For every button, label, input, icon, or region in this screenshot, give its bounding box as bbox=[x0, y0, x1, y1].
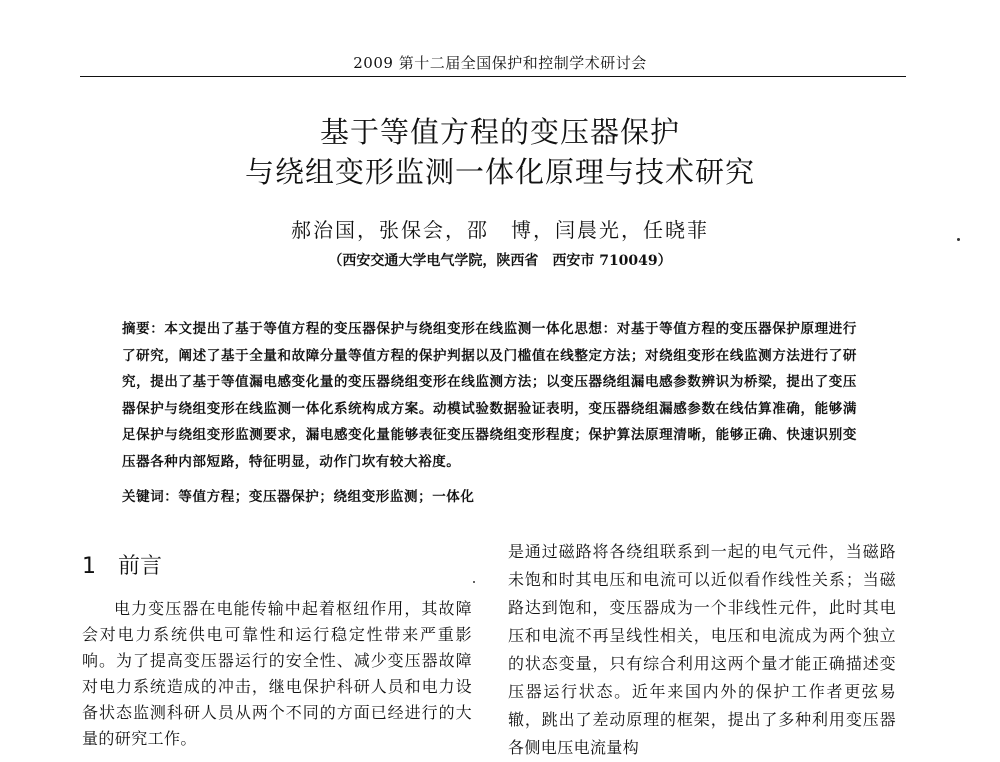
section-number: 1 bbox=[82, 554, 96, 579]
intro-paragraph: 电力变压器在电能传输中起着枢纽作用，其故障会对电力系统供电可靠性和运行稳定性带来严重影响。为了提高变压器运行的安全性、减少变压器故障对电力系统造成的冲击，继电保护科研人员和电力设备状态监测科研人员从两个不同的方面已经进行的大量的研究工作。 bbox=[82, 599, 472, 748]
paper-title bbox=[0, 112, 1000, 192]
right-column-paragraph: 是通过磁路将各绕组联系到一起的电气元件，当磁路未饱和时其电压和电流可以近似看作线性关系；当磁路达到饱和，变压器成为一个非线性元件，此时其电压和电流不再呈线性相关，电压和电流成为两个独立的状态变量，只有综合利用这两个量才能正确描述变压器运行状态。近年来国内外的保护工作者更弦易辙，跳出了差动原理的框架，提出了多种利用变压器各侧电压电流量构 bbox=[508, 542, 896, 757]
keywords bbox=[122, 485, 857, 505]
keywords-label: 关键词： bbox=[122, 489, 179, 505]
abstract bbox=[122, 316, 857, 475]
affiliation: （西安交通大学电气学院，陕西省 西安市 710049） bbox=[328, 253, 672, 269]
author-list: 郝治国，张保会，邵 博，闫晨光，任晓菲 bbox=[291, 218, 709, 242]
title-line-1: 基于等值方程的变压器保护 bbox=[319, 115, 680, 149]
header-rule bbox=[80, 76, 906, 77]
conference-header: 2009 第十二届全国保护和控制学术研讨会 bbox=[353, 54, 647, 72]
keywords-text: 等值方程；变压器保护；绕组变形监测；一体化 bbox=[178, 489, 475, 505]
scan-speck bbox=[957, 238, 960, 241]
abstract-text: 本文提出了基于等值方程的变压器保护与绕组变形在线监测一体化思想：对基于等值方程的变压器保护原理进行了研究，阐述了基于全量和故障分量等值方程的保护判据以及门槛值在线整定方法；对绕组变形在线监测方法进行了研究，提出了基于等值漏电感变化量的变压器绕组变形在线监测方法；以变压器绕组漏电感参数辨识为桥梁，提出了变压器保护与绕组变形在线监测一体化系统构成方案。动模试验数据验证表明，变压器绕组漏感参数在线估算准确，能够满足保护与绕组变形监测要求，漏电感变化量能够表征变压器绕组变形程度；保护算法原理清晰，能够正确、快速识别变压器各种内部短路，特征明显，动作门坎有较大裕度。 bbox=[122, 321, 857, 470]
title-line-2: 与绕组变形监测一体化原理与技术研究 bbox=[244, 155, 755, 189]
scan-speck bbox=[473, 581, 475, 583]
section-heading bbox=[82, 552, 472, 582]
left-column bbox=[82, 552, 472, 752]
section-heading-text: 前言 bbox=[118, 554, 163, 579]
abstract-label: 摘要： bbox=[122, 321, 165, 337]
